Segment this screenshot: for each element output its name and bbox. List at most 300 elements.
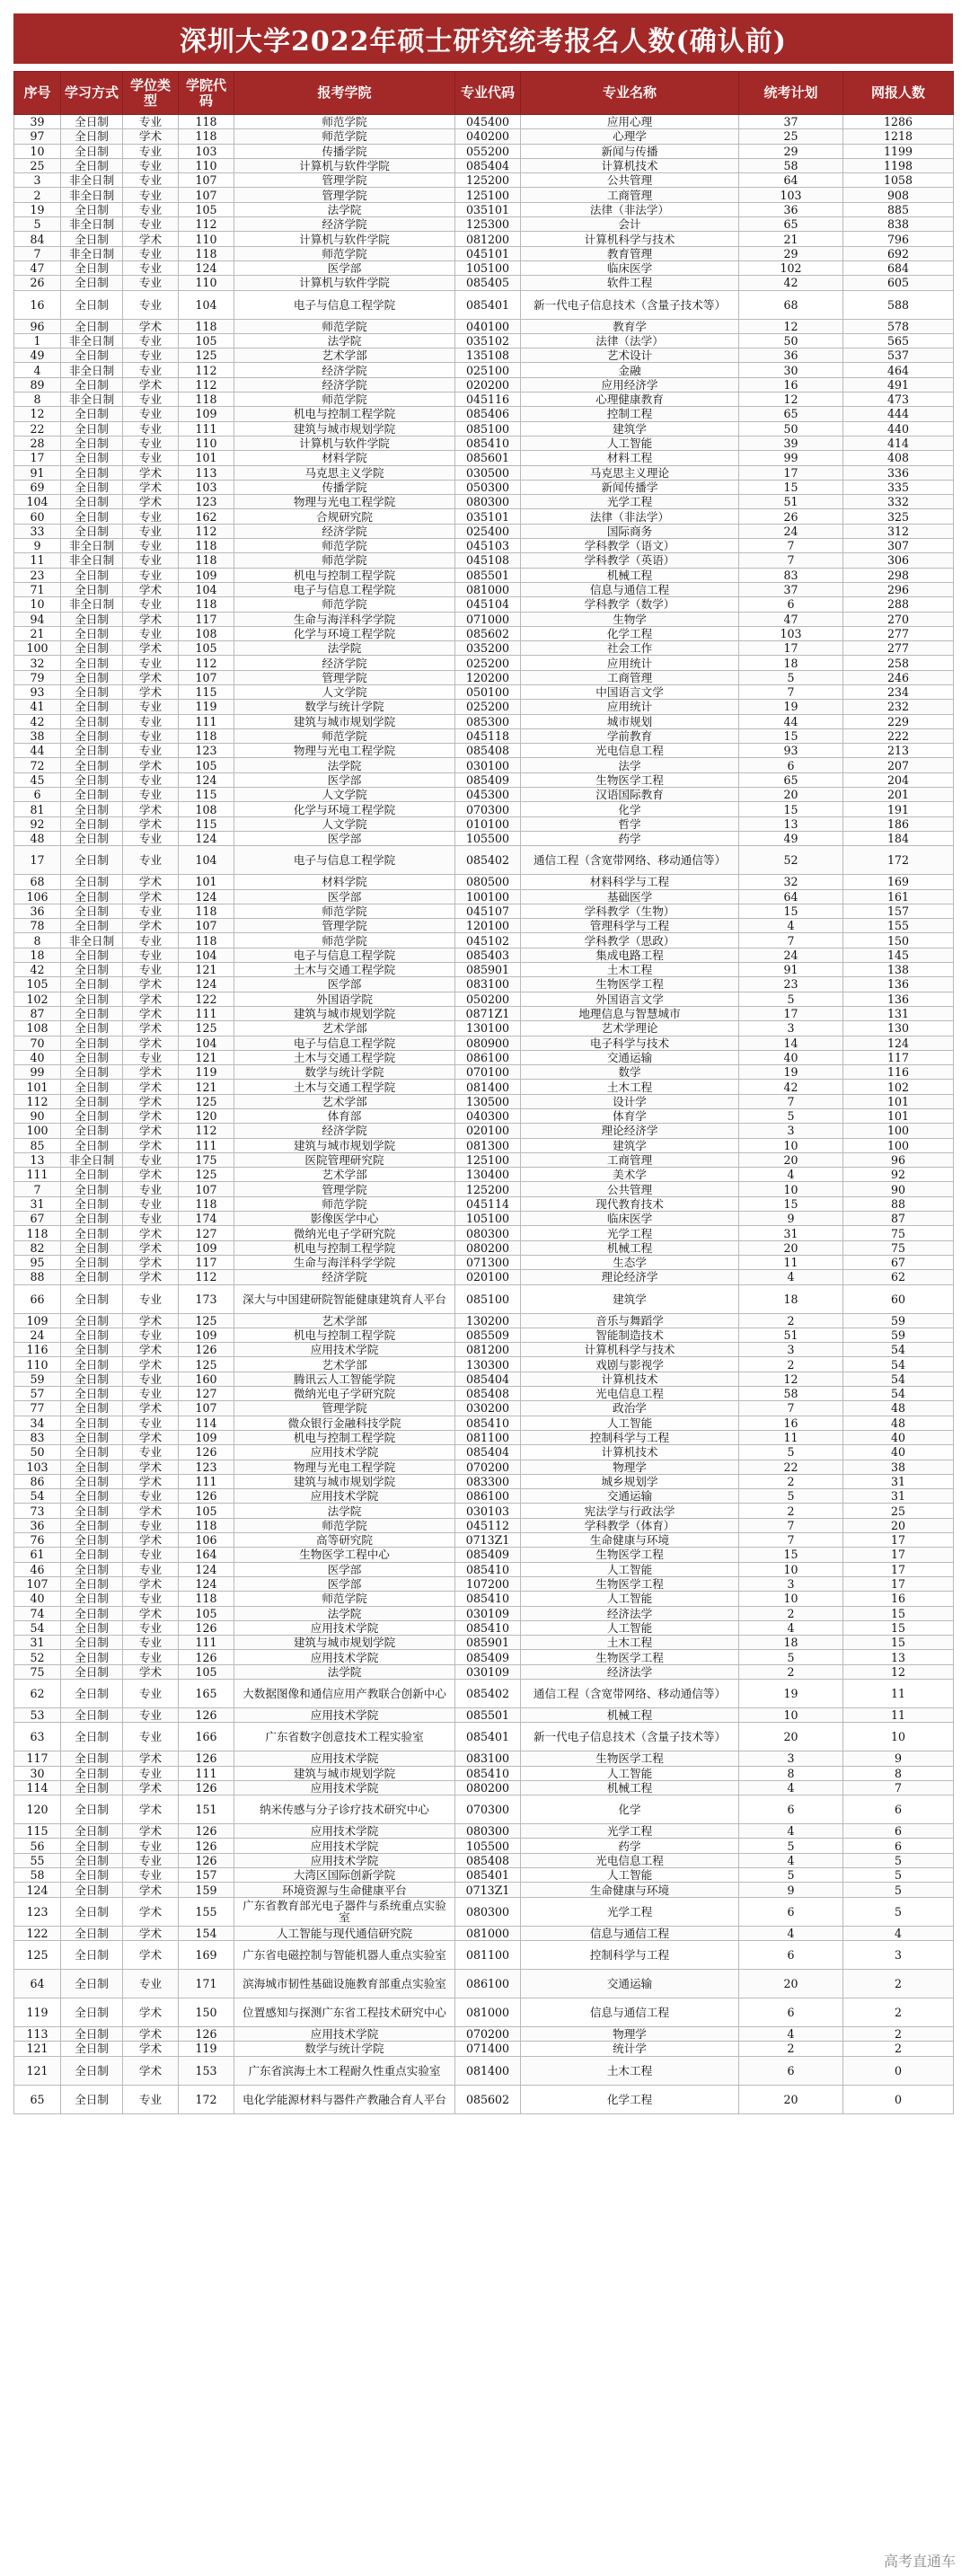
- cell-college: 建筑与城市规划学院: [234, 714, 455, 728]
- table-row: [14, 744, 954, 758]
- cell-college: 外国语学院: [234, 992, 455, 1006]
- cell-major-name: 机械工程: [521, 1707, 739, 1722]
- cell-degree-type: 学术: [123, 875, 179, 889]
- cell-study-mode: 非全日制: [61, 217, 123, 232]
- table-row: [14, 2056, 954, 2085]
- table-row: [14, 1065, 954, 1080]
- cell-college: 医学部: [234, 831, 455, 845]
- cell-major-name: 计算机科学与技术: [521, 232, 739, 246]
- cell-college: 医学部: [234, 889, 455, 904]
- table-row: [14, 553, 954, 568]
- cell-study-mode: 全日制: [61, 904, 123, 918]
- table-row: [14, 875, 954, 889]
- cell-college: 深大与中国建研院智能健康建筑育人平台: [234, 1284, 455, 1313]
- cell-degree-type: 学术: [123, 802, 179, 816]
- cell-degree-type: 学术: [123, 2026, 179, 2041]
- cell-major-code: 085402: [455, 846, 521, 875]
- cell-applicants: 54: [843, 1387, 954, 1401]
- cell-college: 合规研究院: [234, 509, 455, 524]
- table-row: [14, 319, 954, 333]
- cell-degree-type: 学术: [123, 1533, 179, 1548]
- cell-applicants: 464: [843, 363, 954, 377]
- cell-degree-type: 专业: [123, 290, 179, 319]
- cell-index: 17: [14, 451, 61, 465]
- table-body: [14, 115, 954, 2114]
- cell-study-mode: 全日制: [61, 290, 123, 319]
- cell-major-code: 085501: [455, 1707, 521, 1722]
- cell-study-mode: 全日制: [61, 1138, 123, 1152]
- cell-degree-type: 专业: [123, 1707, 179, 1722]
- cell-index: 3: [14, 173, 61, 188]
- cell-major-code: 135108: [455, 348, 521, 363]
- cell-study-mode: 全日制: [61, 1270, 123, 1284]
- cell-college: 应用技术学院: [234, 2026, 455, 2041]
- table-row: [14, 1650, 954, 1664]
- cell-major-code: 030200: [455, 1401, 521, 1416]
- cell-college-code: 174: [179, 1212, 234, 1226]
- cell-college-code: 117: [179, 612, 234, 626]
- cell-college-code: 121: [179, 1050, 234, 1064]
- cell-study-mode: 全日制: [61, 1021, 123, 1036]
- cell-college-code: 105: [179, 333, 234, 348]
- cell-degree-type: 学术: [123, 2042, 179, 2056]
- cell-applicants: 332: [843, 495, 954, 509]
- cell-plan: 102: [739, 260, 843, 275]
- cell-college: 师范学院: [234, 246, 455, 260]
- table-row: [14, 1284, 954, 1313]
- cell-major-code: 035101: [455, 509, 521, 524]
- cell-index: 40: [14, 1050, 61, 1064]
- cell-applicants: 9: [843, 1751, 954, 1766]
- cell-study-mode: 全日制: [61, 1751, 123, 1766]
- cell-major-name: 学科教学（思政）: [521, 933, 739, 948]
- cell-college-code: 112: [179, 1270, 234, 1284]
- cell-plan: 6: [739, 1897, 843, 1926]
- table-row: [14, 1766, 954, 1780]
- cell-degree-type: 专业: [123, 1489, 179, 1504]
- cell-plan: 6: [739, 597, 843, 612]
- col-header-applicants: 网报人数: [843, 72, 954, 115]
- cell-major-name: 材料科学与工程: [521, 875, 739, 889]
- cell-major-code: 100100: [455, 889, 521, 904]
- table-row: [14, 919, 954, 933]
- cell-major-code: 081100: [455, 1940, 521, 1969]
- cell-college: 医院管理研究院: [234, 1152, 455, 1167]
- cell-major-code: 080300: [455, 495, 521, 509]
- cell-major-code: 083100: [455, 1751, 521, 1766]
- cell-index: 12: [14, 407, 61, 421]
- table-row: [14, 846, 954, 875]
- cell-plan: 29: [739, 144, 843, 158]
- cell-college: 生物医学工程中心: [234, 1548, 455, 1562]
- cell-major-name: 应用经济学: [521, 377, 739, 392]
- cell-applicants: 172: [843, 846, 954, 875]
- table-row: [14, 963, 954, 977]
- cell-major-code: 081000: [455, 1926, 521, 1940]
- cell-study-mode: 全日制: [61, 1853, 123, 1867]
- cell-college: 计算机与软件学院: [234, 276, 455, 290]
- cell-study-mode: 全日制: [61, 1824, 123, 1839]
- cell-index: 6: [14, 788, 61, 802]
- cell-plan: 4: [739, 1824, 843, 1839]
- cell-major-name: 通信工程（含宽带网络、移动通信等）: [521, 846, 739, 875]
- cell-applicants: 537: [843, 348, 954, 363]
- cell-plan: 26: [739, 509, 843, 524]
- cell-major-code: 050100: [455, 684, 521, 699]
- cell-major-code: 105100: [455, 260, 521, 275]
- table-row: [14, 2085, 954, 2113]
- cell-degree-type: 学术: [123, 1940, 179, 1969]
- cell-major-name: 机械工程: [521, 1780, 739, 1795]
- cell-plan: 2: [739, 1606, 843, 1620]
- table-row: [14, 1723, 954, 1751]
- cell-college-code: 104: [179, 582, 234, 596]
- cell-degree-type: 专业: [123, 1839, 179, 1853]
- cell-study-mode: 全日制: [61, 2042, 123, 2056]
- cell-plan: 37: [739, 582, 843, 596]
- cell-applicants: 5: [843, 1868, 954, 1883]
- cell-plan: 6: [739, 1940, 843, 1969]
- cell-plan: 10: [739, 1562, 843, 1576]
- cell-study-mode: 全日制: [61, 1474, 123, 1488]
- cell-applicants: 2: [843, 1969, 954, 1998]
- cell-major-code: 081100: [455, 1430, 521, 1444]
- cell-plan: 58: [739, 1387, 843, 1401]
- cell-college-code: 154: [179, 1926, 234, 1940]
- cell-college-code: 119: [179, 2042, 234, 2056]
- cell-college: 法学院: [234, 1664, 455, 1679]
- cell-college: 管理学院: [234, 1401, 455, 1416]
- cell-college-code: 173: [179, 1284, 234, 1313]
- cell-study-mode: 全日制: [61, 684, 123, 699]
- cell-degree-type: 学术: [123, 1883, 179, 1897]
- table-row: [14, 670, 954, 684]
- table-row: [14, 1620, 954, 1635]
- cell-college: 师范学院: [234, 933, 455, 948]
- cell-plan: 24: [739, 948, 843, 962]
- cell-degree-type: 学术: [123, 129, 179, 144]
- cell-college-code: 118: [179, 246, 234, 260]
- cell-major-code: 120200: [455, 670, 521, 684]
- cell-study-mode: 非全日制: [61, 393, 123, 407]
- cell-major-name: 法学: [521, 758, 739, 772]
- cell-college: 广东省教育部光电子器件与系统重点实验室: [234, 1897, 455, 1926]
- cell-college-code: 123: [179, 495, 234, 509]
- table-row: [14, 1124, 954, 1138]
- cell-major-code: 025200: [455, 700, 521, 714]
- table-row: [14, 1036, 954, 1050]
- cell-degree-type: 学术: [123, 1401, 179, 1416]
- cell-plan: 12: [739, 393, 843, 407]
- cell-major-code: 081000: [455, 1998, 521, 2026]
- cell-major-code: 085501: [455, 568, 521, 582]
- cell-major-code: 125100: [455, 188, 521, 202]
- cell-applicants: 92: [843, 1168, 954, 1182]
- cell-major-code: 0871Z1: [455, 1006, 521, 1020]
- cell-college-code: 107: [179, 1182, 234, 1196]
- cell-index: 10: [14, 597, 61, 612]
- cell-degree-type: 学术: [123, 582, 179, 596]
- cell-index: 22: [14, 421, 61, 436]
- cell-applicants: 1218: [843, 129, 954, 144]
- cell-index: 125: [14, 1940, 61, 1969]
- col-header-college: 报考学院: [234, 72, 455, 115]
- cell-index: 107: [14, 1576, 61, 1591]
- cell-degree-type: 专业: [123, 1636, 179, 1650]
- cell-major-code: 0713Z1: [455, 1883, 521, 1897]
- cell-major-code: 040100: [455, 319, 521, 333]
- cell-study-mode: 全日制: [61, 495, 123, 509]
- cell-major-name: 法律（非法学）: [521, 202, 739, 216]
- cell-college-code: 101: [179, 451, 234, 465]
- cell-applicants: 5: [843, 1853, 954, 1867]
- table-row: [14, 772, 954, 787]
- cell-college-code: 125: [179, 1313, 234, 1328]
- cell-applicants: 1058: [843, 173, 954, 188]
- table-row: [14, 188, 954, 202]
- cell-college: 师范学院: [234, 1196, 455, 1211]
- cell-college-code: 118: [179, 933, 234, 948]
- cell-plan: 91: [739, 963, 843, 977]
- cell-study-mode: 全日制: [61, 626, 123, 640]
- cell-plan: 65: [739, 772, 843, 787]
- cell-major-code: 080200: [455, 1780, 521, 1795]
- cell-applicants: 17: [843, 1533, 954, 1548]
- cell-plan: 12: [739, 1372, 843, 1386]
- table-row: [14, 977, 954, 992]
- cell-study-mode: 非全日制: [61, 1152, 123, 1167]
- cell-index: 106: [14, 889, 61, 904]
- cell-college-code: 109: [179, 568, 234, 582]
- header-row: [14, 72, 954, 115]
- cell-index: 61: [14, 1548, 61, 1562]
- cell-major-name: 公共管理: [521, 173, 739, 188]
- cell-applicants: 288: [843, 597, 954, 612]
- cell-major-code: 045300: [455, 788, 521, 802]
- table-row: [14, 333, 954, 348]
- cell-major-name: 设计学: [521, 1094, 739, 1108]
- cell-college: 应用技术学院: [234, 1489, 455, 1504]
- table-row: [14, 1504, 954, 1518]
- cell-college: 医学部: [234, 1562, 455, 1576]
- cell-college-code: 118: [179, 553, 234, 568]
- cell-index: 65: [14, 2085, 61, 2113]
- cell-study-mode: 全日制: [61, 480, 123, 494]
- cell-study-mode: 全日制: [61, 1196, 123, 1211]
- cell-college-code: 126: [179, 1489, 234, 1504]
- cell-plan: 2: [739, 1357, 843, 1372]
- cell-degree-type: 专业: [123, 363, 179, 377]
- cell-plan: 11: [739, 1430, 843, 1444]
- cell-applicants: 17: [843, 1548, 954, 1562]
- cell-college-code: 126: [179, 1445, 234, 1460]
- cell-degree-type: 专业: [123, 1766, 179, 1780]
- cell-college: 纳米传感与分子诊疗技术研究中心: [234, 1795, 455, 1824]
- cell-major-name: 化学工程: [521, 626, 739, 640]
- cell-index: 36: [14, 1518, 61, 1532]
- cell-major-name: 工商管理: [521, 1152, 739, 1167]
- cell-study-mode: 全日制: [61, 889, 123, 904]
- cell-college-code: 112: [179, 656, 234, 670]
- cell-college-code: 126: [179, 1620, 234, 1635]
- cell-applicants: 2: [843, 1998, 954, 2026]
- cell-major-code: 085410: [455, 1592, 521, 1606]
- cell-study-mode: 全日制: [61, 524, 123, 538]
- cell-college-code: 118: [179, 1518, 234, 1532]
- cell-plan: 103: [739, 188, 843, 202]
- cell-study-mode: 全日制: [61, 670, 123, 684]
- table-row: [14, 1343, 954, 1357]
- cell-major-code: 085406: [455, 407, 521, 421]
- table-row: [14, 495, 954, 509]
- cell-major-name: 控制科学与工程: [521, 1940, 739, 1969]
- cell-college-code: 101: [179, 875, 234, 889]
- cell-major-name: 材料工程: [521, 451, 739, 465]
- cell-degree-type: 学术: [123, 1065, 179, 1080]
- cell-index: 116: [14, 1343, 61, 1357]
- cell-plan: 2: [739, 2042, 843, 2056]
- cell-major-code: 045116: [455, 393, 521, 407]
- cell-degree-type: 专业: [123, 217, 179, 232]
- cell-college: 机电与控制工程学院: [234, 407, 455, 421]
- cell-applicants: 155: [843, 919, 954, 933]
- cell-study-mode: 全日制: [61, 846, 123, 875]
- cell-applicants: 12: [843, 1664, 954, 1679]
- cell-college: 广东省电磁控制与智能机器人重点实验室: [234, 1940, 455, 1969]
- cell-plan: 36: [739, 348, 843, 363]
- table-row: [14, 2042, 954, 2056]
- cell-degree-type: 专业: [123, 933, 179, 948]
- cell-applicants: 444: [843, 407, 954, 421]
- cell-college: 法学院: [234, 758, 455, 772]
- cell-study-mode: 全日制: [61, 772, 123, 787]
- cell-degree-type: 专业: [123, 626, 179, 640]
- cell-college-code: 121: [179, 1080, 234, 1094]
- cell-study-mode: 全日制: [61, 1620, 123, 1635]
- cell-index: 7: [14, 246, 61, 260]
- table-row: [14, 1883, 954, 1897]
- cell-college: 应用技术学院: [234, 1824, 455, 1839]
- cell-study-mode: 全日制: [61, 758, 123, 772]
- cell-study-mode: 全日制: [61, 1679, 123, 1707]
- cell-applicants: 124: [843, 1036, 954, 1050]
- table-row: [14, 276, 954, 290]
- cell-college: 物理与光电工程学院: [234, 495, 455, 509]
- cell-major-name: 学科教学（体育）: [521, 1518, 739, 1532]
- cell-applicants: 138: [843, 963, 954, 977]
- cell-degree-type: 学术: [123, 1036, 179, 1050]
- cell-major-name: 光学工程: [521, 1226, 739, 1240]
- cell-major-code: 085409: [455, 1548, 521, 1562]
- cell-index: 123: [14, 1897, 61, 1926]
- cell-plan: 12: [739, 319, 843, 333]
- cell-applicants: 130: [843, 1021, 954, 1036]
- cell-plan: 64: [739, 173, 843, 188]
- cell-study-mode: 非全日制: [61, 597, 123, 612]
- table-row: [14, 202, 954, 216]
- cell-major-code: 0713Z1: [455, 1533, 521, 1548]
- cell-study-mode: 全日制: [61, 1664, 123, 1679]
- col-header-major-name: 专业名称: [521, 72, 739, 115]
- cell-college-code: 104: [179, 948, 234, 962]
- cell-degree-type: 学术: [123, 1576, 179, 1591]
- cell-major-name: 药学: [521, 831, 739, 845]
- table-row: [14, 1576, 954, 1591]
- cell-applicants: 60: [843, 1284, 954, 1313]
- cell-study-mode: 全日制: [61, 509, 123, 524]
- cell-study-mode: 全日制: [61, 1255, 123, 1269]
- table-row: [14, 436, 954, 450]
- cell-plan: 2: [739, 1313, 843, 1328]
- cell-degree-type: 专业: [123, 2085, 179, 2113]
- table-row: [14, 129, 954, 144]
- cell-applicants: 48: [843, 1401, 954, 1416]
- cell-index: 124: [14, 1883, 61, 1897]
- cell-college-code: 125: [179, 1094, 234, 1108]
- cell-major-code: 083100: [455, 977, 521, 992]
- cell-college: 大数据图像和通信应用产教联合创新中心: [234, 1679, 455, 1707]
- cell-major-name: 政治学: [521, 1401, 739, 1416]
- table-row: [14, 1430, 954, 1444]
- cell-college-code: 105: [179, 758, 234, 772]
- cell-major-name: 学前教育: [521, 728, 739, 743]
- cell-major-code: 070200: [455, 2026, 521, 2041]
- cell-major-name: 药学: [521, 1839, 739, 1853]
- cell-degree-type: 学术: [123, 1430, 179, 1444]
- cell-college-code: 112: [179, 1124, 234, 1138]
- cell-applicants: 578: [843, 319, 954, 333]
- cell-study-mode: 全日制: [61, 1940, 123, 1969]
- table-row: [14, 451, 954, 465]
- cell-college-code: 108: [179, 802, 234, 816]
- cell-college: 数学与统计学院: [234, 2042, 455, 2056]
- cell-applicants: 2: [843, 2026, 954, 2041]
- cell-college: 管理学院: [234, 670, 455, 684]
- cell-major-code: 045107: [455, 904, 521, 918]
- cell-college-code: 126: [179, 1839, 234, 1853]
- cell-index: 34: [14, 1416, 61, 1430]
- cell-applicants: 59: [843, 1313, 954, 1328]
- cell-college: 广东省数字创意技术工程实验室: [234, 1723, 455, 1751]
- cell-college-code: 150: [179, 1998, 234, 2026]
- cell-major-code: 045108: [455, 553, 521, 568]
- cell-applicants: 161: [843, 889, 954, 904]
- cell-study-mode: 全日制: [61, 407, 123, 421]
- cell-college-code: 119: [179, 1065, 234, 1080]
- cell-college: 人工智能与现代通信研究院: [234, 1926, 455, 1940]
- cell-study-mode: 全日制: [61, 1182, 123, 1196]
- cell-major-code: 085100: [455, 421, 521, 436]
- cell-applicants: 325: [843, 509, 954, 524]
- cell-major-code: 020200: [455, 377, 521, 392]
- table-row: [14, 1182, 954, 1196]
- cell-college: 机电与控制工程学院: [234, 568, 455, 582]
- cell-plan: 9: [739, 1883, 843, 1897]
- cell-applicants: 7: [843, 1780, 954, 1795]
- cell-index: 49: [14, 348, 61, 363]
- cell-major-name: 城乡规划学: [521, 1474, 739, 1488]
- cell-major-name: 社会工作: [521, 641, 739, 656]
- cell-major-code: 045400: [455, 115, 521, 129]
- cell-index: 121: [14, 2056, 61, 2085]
- cell-index: 45: [14, 772, 61, 787]
- cell-degree-type: 专业: [123, 1050, 179, 1064]
- cell-degree-type: 学术: [123, 641, 179, 656]
- cell-college: 经济学院: [234, 377, 455, 392]
- cell-college-code: 159: [179, 1883, 234, 1897]
- cell-applicants: 25: [843, 1504, 954, 1518]
- table-row: [14, 1109, 954, 1124]
